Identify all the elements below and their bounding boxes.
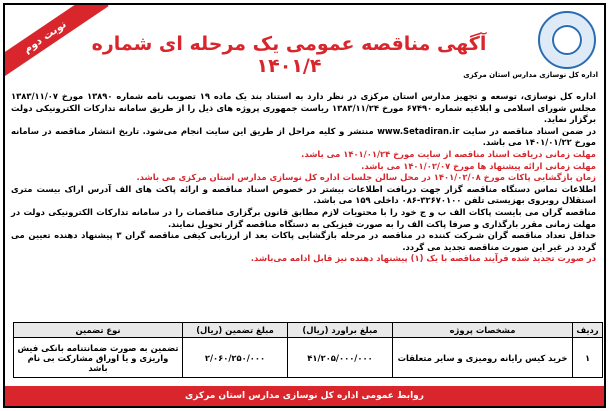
page-title: آگهی مناقصه عمومی یک مرحله ای شماره ۱۴۰۱/۴ bbox=[91, 33, 487, 77]
cell-estimate: ۴۱/۲۰۵/۰۰۰/۰۰۰ bbox=[288, 338, 393, 378]
cell-project-spec: خرید کیس رایانه رومیزی و سایر متعلقات bbox=[393, 338, 573, 378]
notice-paragraph: مهلت زمانی ارائه پیشنهاد ها مورخ ۱۴۰۱/۰۲/۰۷ می باشد. bbox=[361, 160, 596, 171]
notice-paragraph: حداقل تعداد مناقصه گران شـرکت کننده در مناقصه در مرحله بازگشایی پاکات بعد از ارزیابی کیفی مناقصه گران ۳ پیشنهاد دهنده تعیین می گردد در غیر این صورت مناقصه تجدید می گردد. bbox=[11, 230, 596, 252]
organization-logo bbox=[538, 11, 596, 69]
cell-guarantee-type: تضمین به صورت ضمانتنامه بانکی فیش واریزی و یا اوراق مشارکت بی نام باشد bbox=[14, 338, 183, 378]
notice-paragraph: مهلت زمانی دریافت اسناد مناقصه از سایت مورخ ۱۴۰۱/۰۱/۲۴ می باشد. bbox=[301, 148, 596, 159]
notice-body bbox=[11, 91, 596, 265]
notice-paragraph: زمان بازگشایی پاکات مورخ ۱۴۰۱/۰۲/۰۸ در محل سالن جلسات اداره کل نوسازی مدارس استان مرکزی می باشد. bbox=[136, 172, 596, 183]
advertisement-frame bbox=[3, 3, 606, 408]
notice-paragraph: در ضمن اسناد مناقصه در سایت www.Setadiran.ir منتشر و کلیه مراحل از طریق این سایت انجام می‌شود. تاریخ انتشار مناقصه در سامانه مورخ ۱۴۰۱/۰۱/۲۲ می باشد. bbox=[11, 125, 596, 148]
cell-guarantee-amount: ۲/۰۶۰/۲۵۰/۰۰۰ bbox=[183, 338, 288, 378]
footer-bar: روابط عمومی اداره کل نوسازی مدارس استان مرکزی bbox=[5, 386, 604, 406]
header-guarantee-amount: مبلغ تضمین (ریال) bbox=[183, 323, 288, 338]
round-ribbon: نوبت دوم bbox=[3, 3, 109, 84]
header-guarantee-type: نوع تضمین bbox=[14, 323, 183, 338]
header-row-number: ردیف bbox=[573, 323, 603, 338]
cell-row-number: ۱ bbox=[573, 338, 603, 378]
notice-paragraph: اطلاعات تماس دستگاه مناقصه گزار جهت دریافت اطلاعات بیشتر در خصوص اسناد مناقصه و ارائه پاکت های الف آدرس اراک بیست متری استقلال روبروی بهزیستی تلفن ۳۲۶۷۰۱۰۰-۰۸۶ داخلی ۱۵۹ می باشد. bbox=[11, 183, 596, 206]
header-estimate: مبلغ براورد (ریال) bbox=[288, 323, 393, 338]
notice-paragraph: مناقصه گران می بایست پاکات الف ب و ج خود را با محتویات لازم مطابق قانون برگزاری مناقصات را در سامانه تدارکات الکترونیکی دولت در مهلت زمانی مقرر بارگذاری و صرفا پاکت الف را به صورت فیزیکی به دستگاه مناقصه گزار تحویل نمایند. bbox=[11, 206, 596, 229]
notice-paragraph: در صورت تجدید شده فرآیند مناقصه با یک (۱) پیشنهاد دهنده نیز قابل ادامه می‌باشد. bbox=[250, 253, 596, 264]
logo-emblem-icon bbox=[552, 25, 582, 55]
header-project-spec: مشخصات پروژه bbox=[393, 323, 573, 338]
table-header-row bbox=[14, 323, 603, 338]
tender-table bbox=[13, 322, 603, 378]
organization-caption: اداره کل نوسازی مدارس استان مرکزی bbox=[463, 71, 598, 79]
notice-paragraph: اداره کل نوسازی، توسعه و تجهیز مدارس استان مرکزی در نظر دارد به استناد بند یک ماده ۱۹ تصویب نامه شماره ۱۳۸۹۰ مورخ ۱۳۸۳/۱۱/۰۷ مجلس شورای اسلامی و ابلاغیه شماره ۶۷۴۹۰ مورخ ۱۳۸۳/۱۱/۲۴ ریاست جمهوری پروژه های ذیل را از طریق سامانه تدارکات الکترونیکی دولت برگزار نماید. bbox=[11, 91, 597, 125]
table-row bbox=[14, 338, 603, 378]
